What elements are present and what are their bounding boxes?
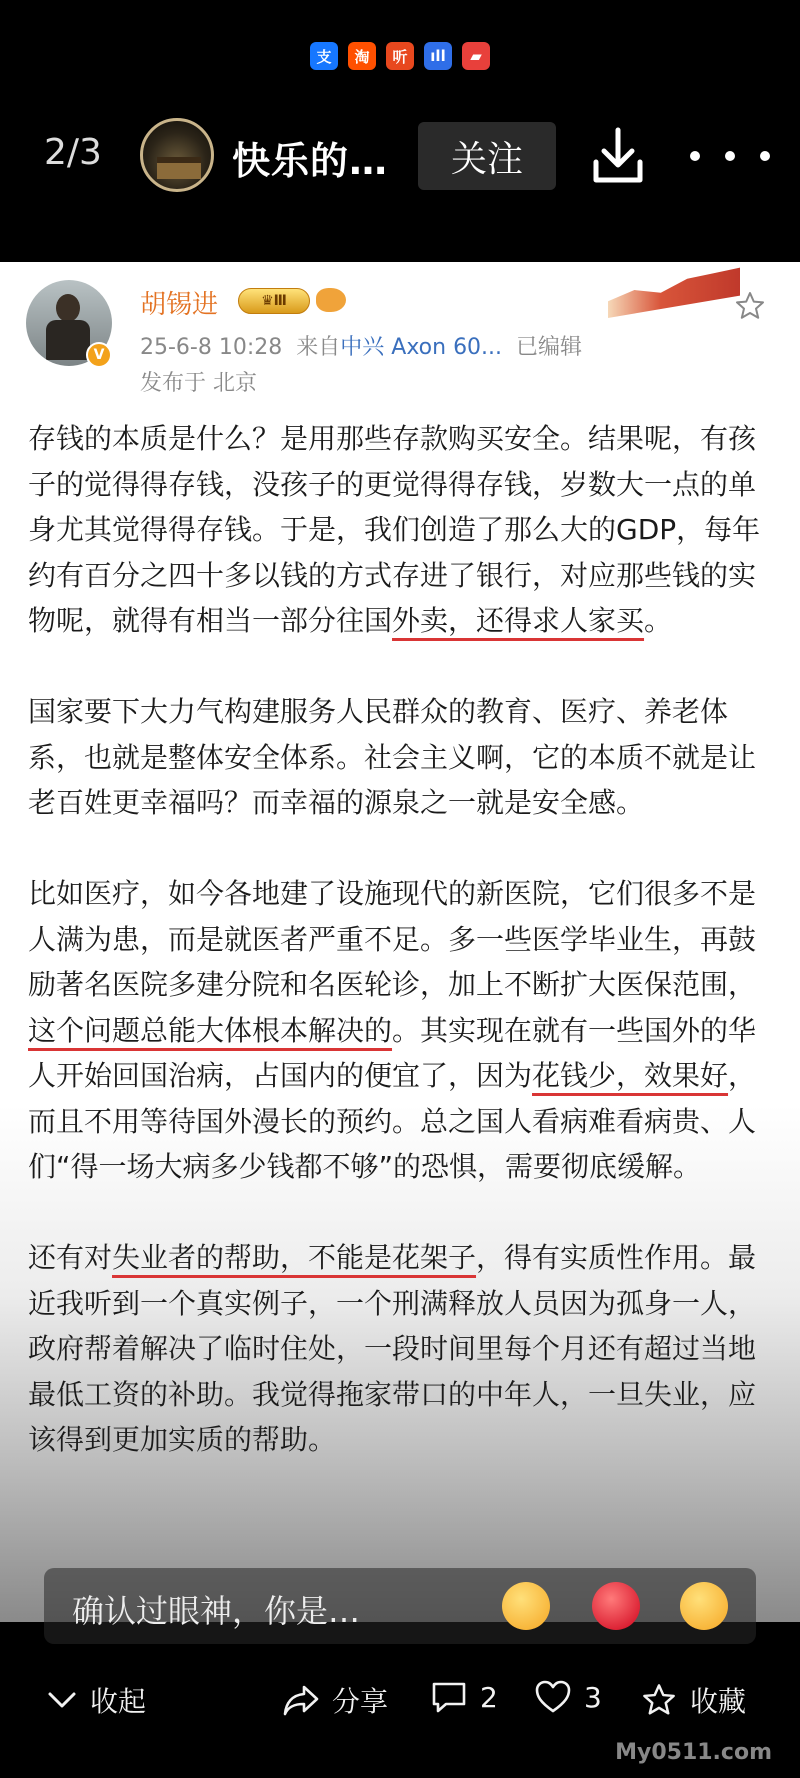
paragraph-3: 比如医疗，如今各地建了设施现代的新医院，它们很多不是人满为患，而是就医者严重不足。多一些医学毕业生，再鼓励著名医院多建分院和名医轮诊，加上不断扩大医保范围，这个问题总能大体根本解决的。其实现在就有一些国外的华人开始回国治病，占国内的便宜了，因为花钱少，效果好，而且不用等待国外漫长的预约。总之国人看病难看病贵、人们“得一场大病多少钱都不够”的恐惧，需要彻底缓解。 — [28, 877, 757, 1183]
edited-label: 已编辑 — [516, 335, 583, 360]
site-watermark: My0511.com — [615, 1740, 772, 1765]
vip-badge-icon[interactable]: ♛ Ⅲ — [238, 288, 310, 314]
taobao-icon: 淘 — [348, 42, 376, 70]
underlined-text: 失业者的帮助，不能是花架子 — [112, 1241, 477, 1274]
great-wall-decoration — [608, 262, 740, 318]
underlined-text: 这个问题总能大体根本解决的 — [28, 1013, 393, 1047]
user-avatar[interactable] — [140, 118, 214, 192]
verified-badge: V — [86, 342, 112, 368]
likes-count: 3 — [584, 1680, 602, 1714]
page-counter: 2/3 — [44, 132, 102, 173]
favorite-star-icon[interactable] — [734, 290, 766, 322]
listen-icon: 听 — [386, 42, 414, 70]
collapse-label: 收起 — [90, 1685, 147, 1718]
post-card — [0, 262, 800, 1622]
favorite-button[interactable] — [640, 1680, 746, 1720]
author-name[interactable]: 胡锡进 — [140, 290, 219, 320]
paragraph-1: 存钱的本质是什么？是用那些存款购买安全。结果呢，有孩子的觉得得存钱，没孩子的更觉得得存钱，岁数大一点的单身尤其觉得得存钱。于是，我们创造了那么大的GDP，每年约有百分之四十多以钱的方式存进了银行，对应那些钱的实物呢，就得有相当一部分往国外卖，还得求人家买。 — [28, 422, 761, 637]
favorite-label: 收藏 — [690, 1685, 747, 1718]
collapse-button[interactable] — [46, 1680, 146, 1720]
comment-placeholder: 确认过眼神，你是… — [72, 1592, 361, 1630]
heart-icon — [534, 1680, 572, 1714]
underlined-text: 外卖，还得求人家买 — [392, 604, 645, 637]
chevron-down-icon — [46, 1684, 78, 1716]
star-icon — [640, 1682, 678, 1718]
vip-level: Ⅲ — [273, 293, 287, 309]
post-location: 发布于 北京 — [140, 371, 257, 396]
user-name[interactable]: 快乐的… — [232, 139, 389, 183]
source-prefix: 来自 — [296, 335, 341, 360]
shy-emoji-icon[interactable] — [680, 1582, 728, 1630]
fan-badge-icon[interactable] — [316, 288, 346, 312]
comment-icon — [430, 1680, 468, 1714]
audio-icon: ıll — [424, 42, 452, 70]
like-button[interactable] — [534, 1680, 602, 1714]
comments-count: 2 — [480, 1680, 498, 1714]
share-button[interactable] — [282, 1680, 388, 1720]
status-app-icons — [0, 42, 800, 70]
post-body — [28, 416, 768, 1463]
share-label: 分享 — [332, 1685, 389, 1718]
follow-button[interactable]: 关注 — [418, 122, 556, 190]
laugh-emoji-icon[interactable] — [502, 1582, 550, 1630]
post-meta — [140, 330, 582, 361]
share-icon — [282, 1683, 320, 1717]
comment-input[interactable] — [44, 1568, 756, 1644]
post-source[interactable]: 中兴 Axon 60... — [340, 335, 503, 360]
more-icon[interactable] — [690, 136, 770, 176]
top-header — [0, 110, 800, 200]
angry-emoji-icon[interactable] — [592, 1582, 640, 1630]
alipay-icon: 支 — [310, 42, 338, 70]
book-icon: ▰ — [462, 42, 490, 70]
comments-button[interactable] — [430, 1680, 498, 1714]
post-timestamp: 25-6-8 10:28 — [140, 335, 283, 360]
download-icon[interactable] — [590, 126, 646, 186]
underlined-text: 花钱少，效果好 — [532, 1059, 729, 1092]
paragraph-2: 国家要下大力气构建服务人民群众的教育、医疗、养老体系，也就是整体安全体系。社会主义啊，它的本质不就是让老百姓更幸福吗？而幸福的源泉之一就是安全感。 — [28, 695, 757, 819]
bottom-action-bar — [0, 1662, 800, 1738]
paragraph-4: 还有对失业者的帮助，不能是花架子，得有实质性作用。最近我听到一个真实例子，一个刑满释放人员因为孤身一人，政府帮着解决了临时住处，一段时间里每个月还有超过当地最低工资的补助。我觉得拖家带口的中年人，一旦失业，应该得到更加实质的帮助。 — [28, 1241, 757, 1456]
